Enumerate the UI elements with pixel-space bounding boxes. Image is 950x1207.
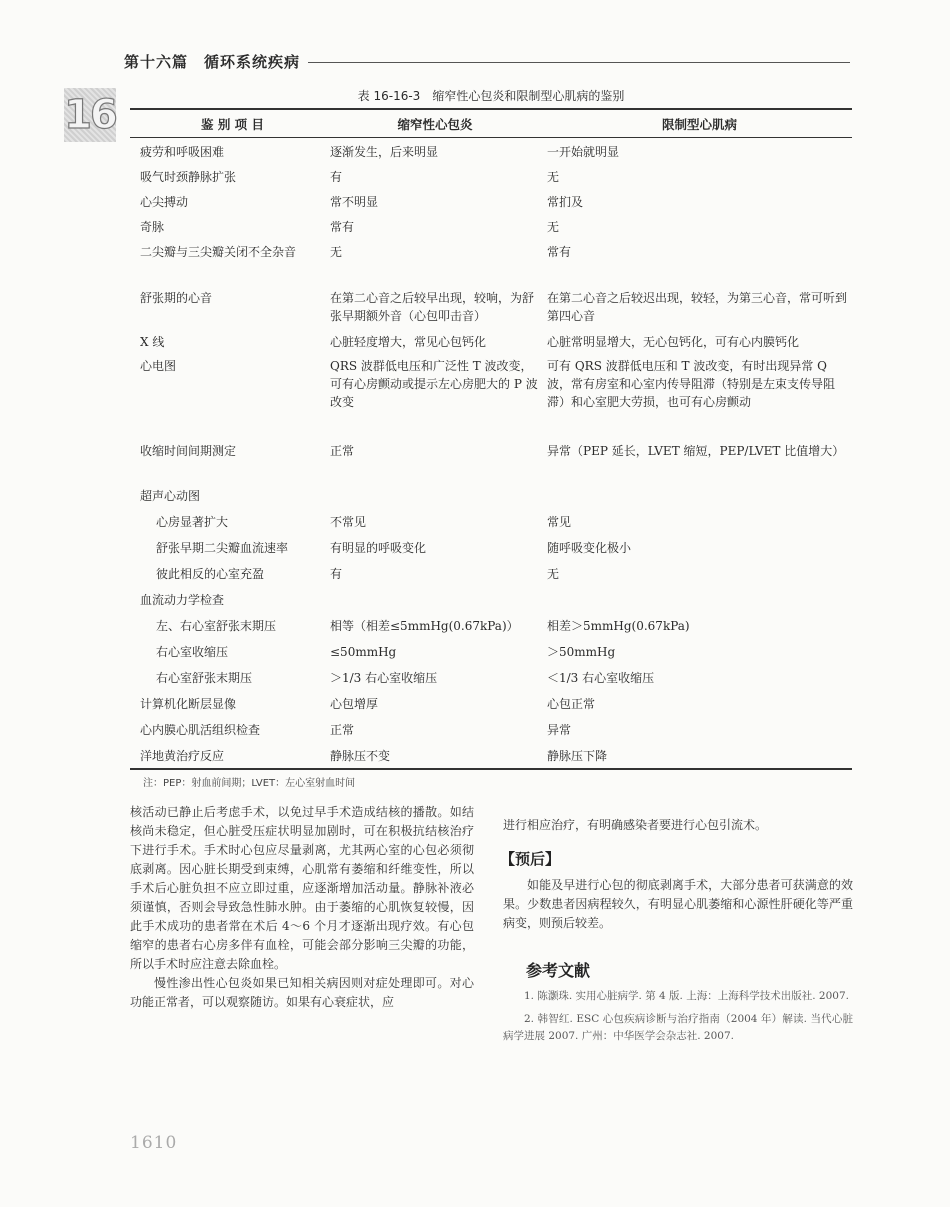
table-row — [130, 508, 852, 534]
constrictive-cell: 心脏轻度增大，常见心包钙化 — [330, 335, 487, 349]
header-cell-constrictive: 缩窄性心包炎 — [397, 116, 473, 132]
restrictive-cell: 可有 QRS 波群低电压和 T 波改变，有时出现异常 Q 波，常有房室和心室内传导阻滞（特别是左束支传导阻滞）和心室肥大劳损，也可有心房颤动 — [547, 359, 836, 409]
constrictive-cell: 无 — [330, 245, 343, 259]
page-number: 1610 — [130, 1133, 178, 1153]
table-row — [130, 638, 852, 664]
reference-item: 2. 韩智红. ESC 心包疾病诊断与治疗指南（2004 年）解读. 当代心脏病学进展 2007. 广州：中华医学会杂志社. 2007. — [503, 1013, 853, 1042]
row-label: 计算机化断层显像 — [140, 697, 237, 711]
restrictive-cell: ＜1/3 右心室收缩压 — [547, 671, 655, 685]
table-row — [130, 163, 852, 188]
row-label: 右心室收缩压 — [156, 645, 229, 659]
restrictive-cell: 异常（PEP 延长，LVET 缩短，PEP/LVET 比值增大） — [547, 444, 845, 458]
table-row — [130, 437, 852, 482]
constrictive-cell: 有 — [330, 170, 343, 184]
chapter-number: 16 — [64, 92, 116, 138]
comparison-table — [130, 108, 852, 770]
chapter-number-badge — [64, 88, 116, 142]
row-label: 心尖搏动 — [140, 195, 189, 209]
restrictive-cell: 静脉压下降 — [547, 749, 608, 763]
row-label: 左、右心室舒张末期压 — [156, 619, 277, 633]
table-row — [130, 690, 852, 716]
prognosis-paragraph: 如能及早进行心包的彻底剥离手术，大部分患者可获满意的效果。少数患者因病程较久，有明显心肌萎缩和心源性肝硬化等严重病变，则预后较差。 — [503, 878, 853, 930]
table-row — [130, 284, 852, 328]
reference-item: 1. 陈灏珠. 实用心脏病学. 第 4 版. 上海：上海科学技术出版社. 2007. — [524, 990, 849, 1002]
row-label: 心房显著扩大 — [156, 515, 229, 529]
row-label: 心电图 — [140, 359, 177, 373]
row-label: 吸气时颈静脉扩张 — [140, 170, 237, 184]
header-rule — [308, 62, 850, 63]
table-row — [130, 716, 852, 742]
running-header — [124, 50, 850, 72]
restrictive-cell: ＞50mmHg — [547, 645, 616, 659]
body-paragraph: 慢性渗出性心包炎如果已知相关病因则对症处理即可。对心功能正常者，可以观察随访。如果有心衰症状，应 — [130, 976, 474, 1009]
table-row — [130, 742, 852, 768]
restrictive-cell: 常有 — [547, 245, 572, 259]
restrictive-cell: 无 — [547, 220, 560, 234]
table-row — [130, 482, 852, 508]
constrictive-cell: QRS 波群低电压和广泛性 T 波改变，可有心房颤动或提示左心房肥大的 P 波改变 — [330, 359, 538, 409]
constrictive-cell: 有 — [330, 567, 343, 581]
reference-list — [503, 988, 853, 1051]
row-label: 收缩时间间期测定 — [140, 444, 237, 458]
row-label: 右心室舒张末期压 — [156, 671, 253, 685]
row-label: 彼此相反的心室充盈 — [156, 567, 265, 581]
table-footnote: 注：PEP：射血前间期；LVET：左心室射血时间 — [143, 778, 356, 789]
table-row — [130, 560, 852, 586]
restrictive-cell: 无 — [547, 567, 560, 581]
constrictive-cell: 有明显的呼吸变化 — [330, 541, 427, 555]
constrictive-cell: 静脉压不变 — [330, 749, 391, 763]
constrictive-cell: ＞1/3 右心室收缩压 — [330, 671, 438, 685]
restrictive-cell: 常扪及 — [547, 195, 584, 209]
table-row — [130, 213, 852, 238]
restrictive-cell: 常见 — [547, 515, 572, 529]
table-header-row — [130, 110, 852, 138]
table-row — [130, 664, 852, 690]
table-row — [130, 586, 852, 612]
table-row — [130, 352, 852, 437]
restrictive-cell: 心包正常 — [547, 697, 596, 711]
constrictive-cell: 正常 — [330, 723, 355, 737]
row-label: 心内膜心肌活组织检查 — [140, 723, 261, 737]
table-row — [130, 534, 852, 560]
restrictive-cell: 在第二心音之后较迟出现，较轻，为第三心音，常可听到第四心音 — [547, 291, 848, 323]
row-label: 奇脉 — [140, 220, 165, 234]
restrictive-cell: 无 — [547, 170, 560, 184]
restrictive-cell: 相差＞5mmHg(0.67kPa) — [547, 619, 690, 633]
table-row — [130, 612, 852, 638]
constrictive-cell: 相等（相差≤5mmHg(0.67kPa)） — [330, 619, 519, 633]
table-row — [130, 238, 852, 284]
constrictive-cell: ≤50mmHg — [330, 645, 397, 659]
table-row — [130, 328, 852, 352]
row-label: 舒张早期二尖瓣血流速率 — [156, 541, 289, 555]
constrictive-cell: 常不明显 — [330, 195, 379, 209]
row-label: 疲劳和呼吸困难 — [140, 145, 225, 159]
constrictive-cell: 不常见 — [330, 515, 367, 529]
constrictive-cell: 逐渐发生，后来明显 — [330, 145, 439, 159]
table-row — [130, 138, 852, 163]
row-label: 血流动力学检查 — [140, 593, 225, 607]
table-row — [130, 188, 852, 213]
restrictive-cell: 异常 — [547, 723, 572, 737]
header-cell-restrictive: 限制型心肌病 — [661, 116, 737, 132]
references-heading: 参考文献 — [526, 961, 591, 980]
prognosis-section — [503, 876, 853, 933]
header-cell-item: 鉴 别 项 目 — [200, 116, 265, 132]
right-text-column — [503, 816, 853, 835]
part-title: 第十六篇 循环系统疾病 — [124, 52, 301, 71]
body-paragraph: 核活动已静止后考虑手术，以免过早手术造成结核的播散。如结核尚未稳定，但心脏受压症状明显加剧时，可在积极抗结核治疗下进行手术。手术时心包应尽量剥离，尤其两心室的心包必须彻底剥离。因心脏长期受到束缚，心肌常有萎缩和纤维变性，所以手术后心脏负担不应立即过重，应逐渐增加活动量。静脉补液必须谨慎，否则会导致急性肺水肿。由于萎缩的心肌恢复较慢，因此手术成功的患者常在术后 4～6 个月才逐渐出现疗效。有心包缩窄的患者右心房多伴有血栓，可能会部分影响三尖瓣的功能，所以手术时应注意去除血栓。 — [130, 805, 474, 971]
row-label: 二尖瓣与三尖瓣关闭不全杂音 — [140, 245, 297, 259]
constrictive-cell: 正常 — [330, 444, 355, 458]
body-paragraph: 进行相应治疗，有明确感染者要进行心包引流术。 — [503, 818, 768, 832]
prognosis-heading: 【预后】 — [500, 850, 561, 868]
restrictive-cell: 一开始就明显 — [547, 145, 620, 159]
row-label: 洋地黄治疗反应 — [140, 749, 225, 763]
left-text-column — [130, 803, 474, 1012]
constrictive-cell: 心包增厚 — [330, 697, 379, 711]
row-label: 超声心动图 — [140, 489, 201, 503]
row-label: X 线 — [140, 335, 165, 349]
table-caption: 表 16-16-3 缩窄性心包炎和限制型心肌病的鉴别 — [357, 89, 625, 103]
constrictive-cell: 常有 — [330, 220, 355, 234]
restrictive-cell: 随呼吸变化极小 — [547, 541, 632, 555]
row-label: 舒张期的心音 — [140, 291, 213, 305]
restrictive-cell: 心脏常明显增大，无心包钙化，可有心内膜钙化 — [547, 335, 800, 349]
constrictive-cell: 在第二心音之后较早出现，较响，为舒张早期额外音（心包叩击音） — [330, 291, 535, 323]
